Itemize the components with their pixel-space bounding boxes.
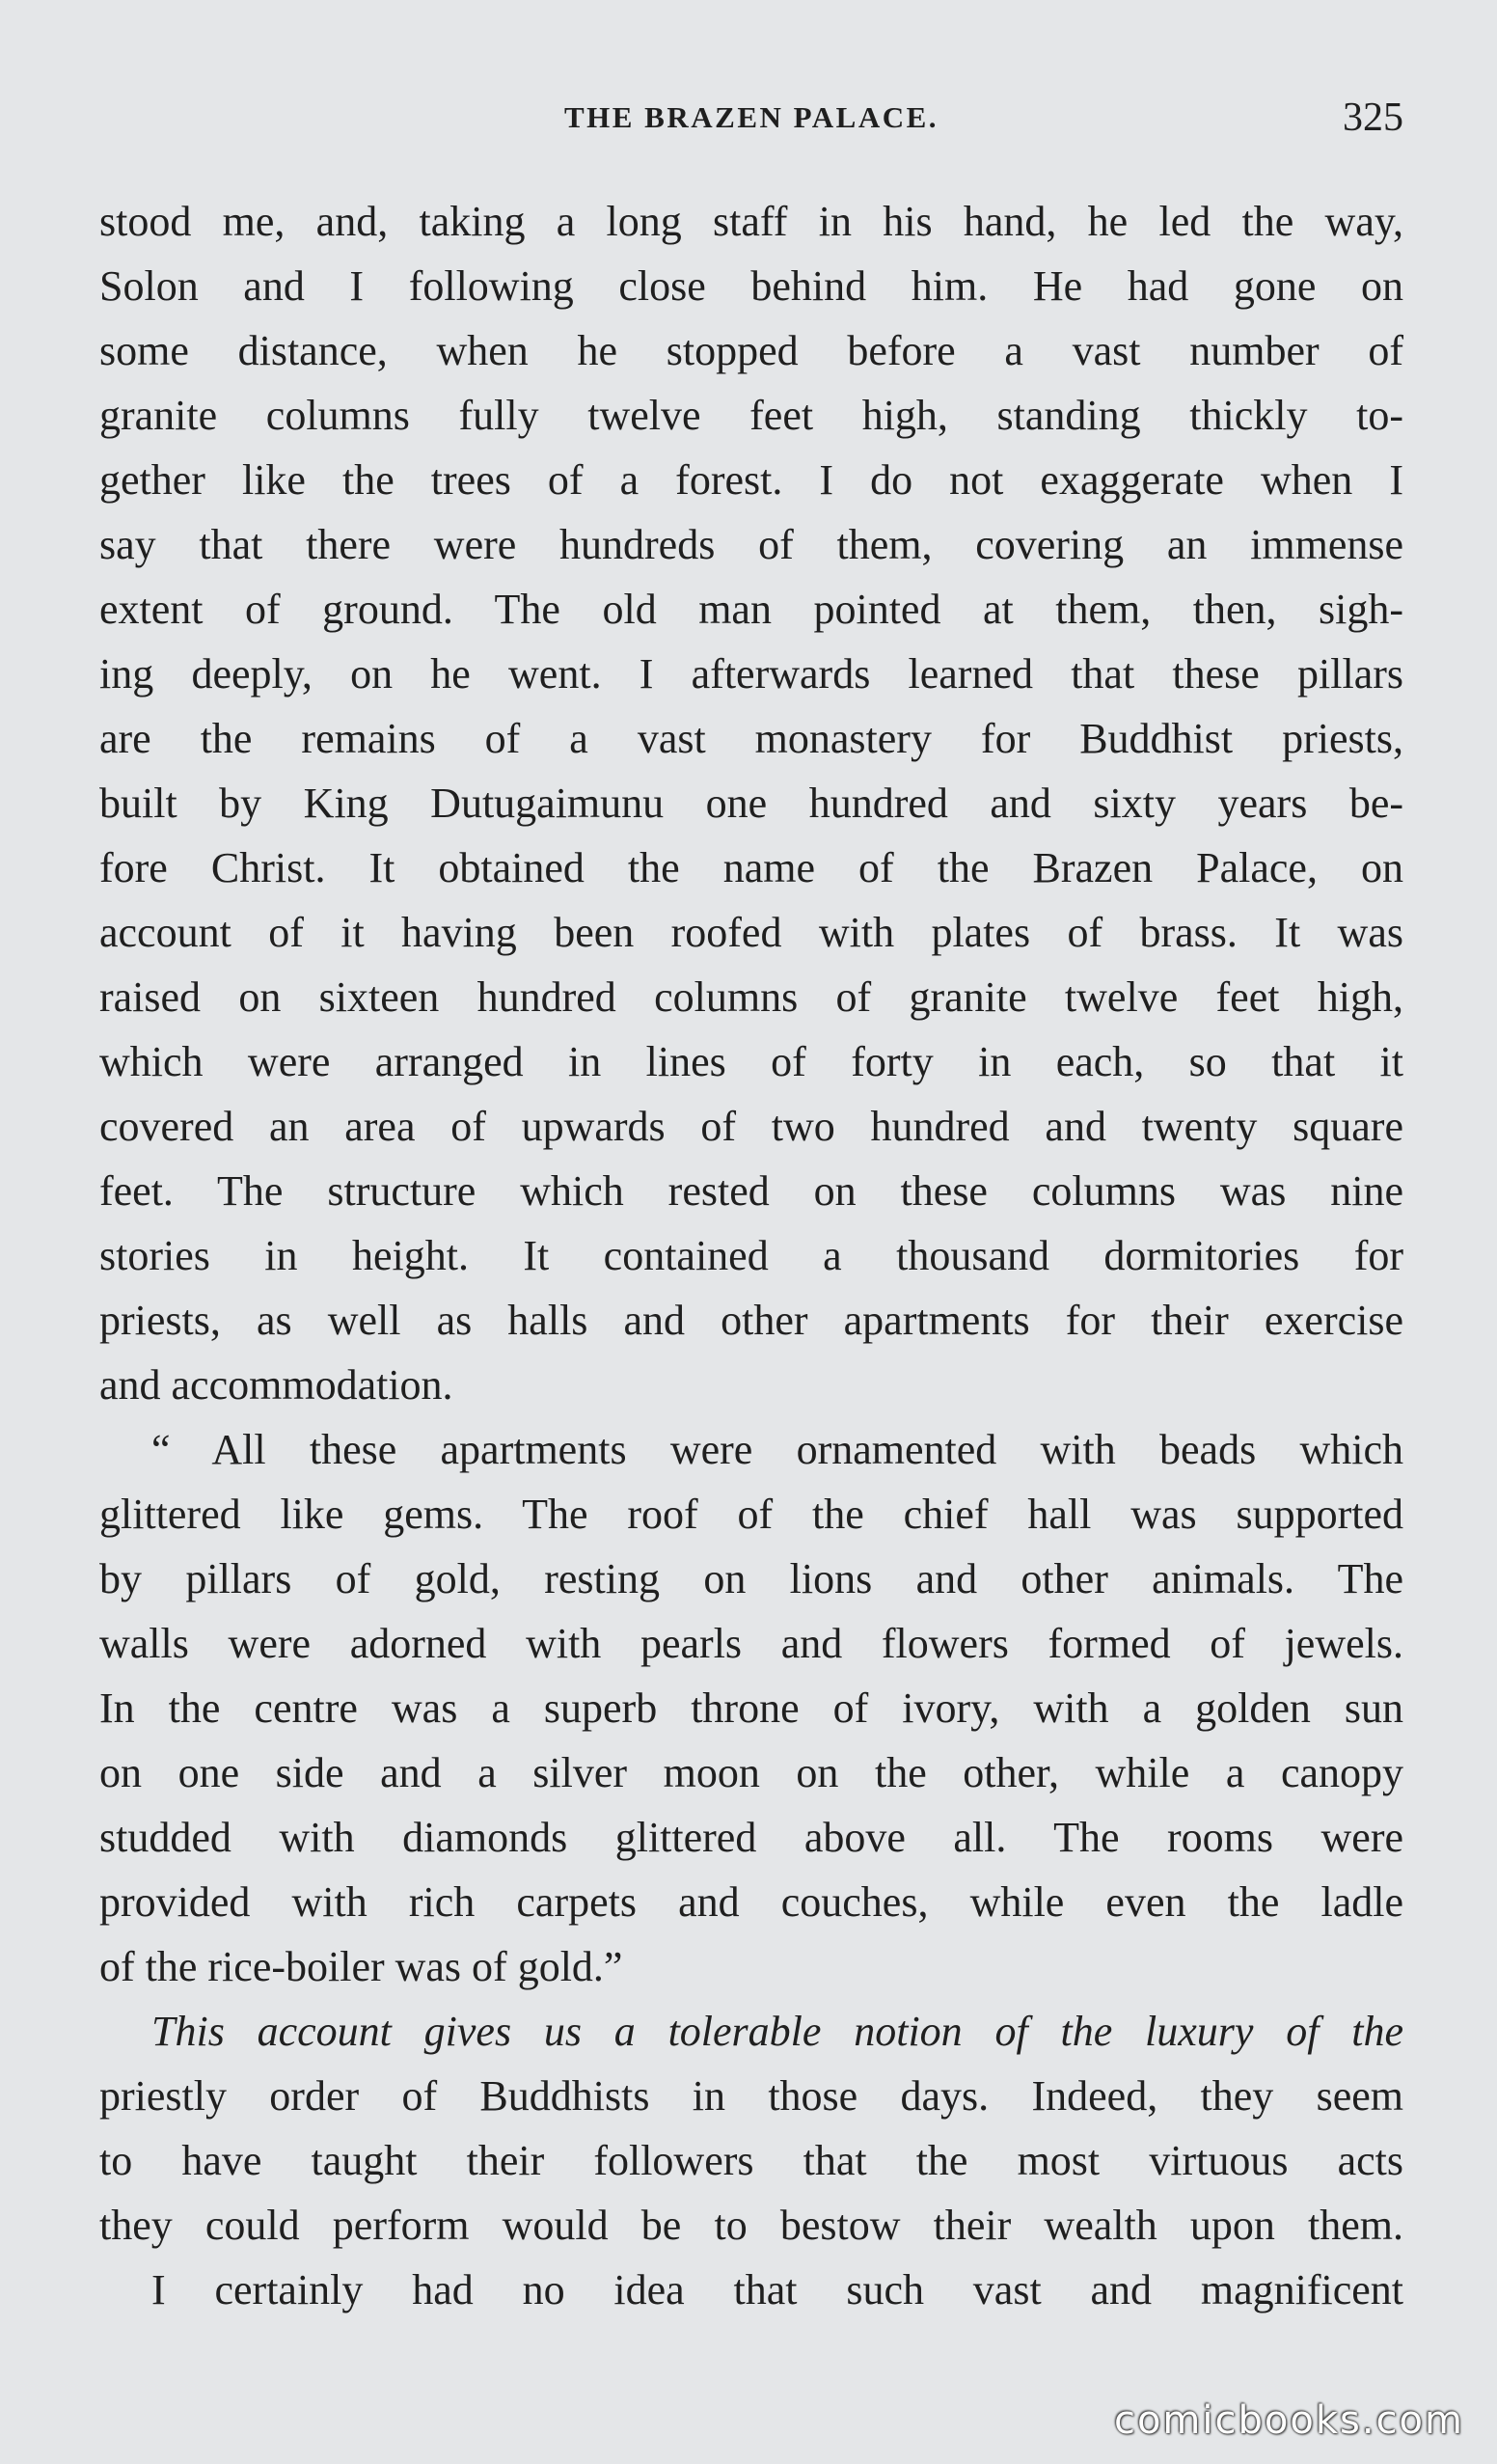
text-line: by pillars of gold, resting on lions and other animals. The [99, 1555, 1403, 1602]
body-text [99, 189, 1403, 2322]
text-line: raised on sixteen hundred columns of granite twelve feet high, [99, 973, 1403, 1021]
text-line: stories in height. It contained a thousand dormitories for [99, 1232, 1403, 1279]
text-line: say that there were hundreds of them, covering an immense [99, 521, 1403, 568]
text-line: provided with rich carpets and couches, while even the ladle [99, 1878, 1403, 1926]
text-line: In the centre was a superb throne of ivory, with a golden sun [99, 1684, 1403, 1732]
text-line: covered an area of upwards of two hundred and twenty square [99, 1103, 1403, 1150]
text-line: ing deeply, on he went. I afterwards learned that these pillars [99, 650, 1403, 698]
text-line: granite columns fully twelve feet high, standing thickly to- [99, 392, 1403, 439]
text-line: they could perform would be to bestow their wealth upon them. [99, 2202, 1403, 2249]
running-title: THE BRAZEN PALACE. [563, 100, 939, 134]
text-line: some distance, when he stopped before a vast number of [99, 327, 1403, 374]
text-line: to have taught their followers that the most virtuous acts [99, 2137, 1403, 2184]
text-line: glittered like gems. The roof of the chief hall was supported [99, 1491, 1403, 1538]
text-line: on one side and a silver moon on the other, while a canopy [99, 1749, 1403, 1796]
watermark: comicbooks.com [1113, 2398, 1464, 2443]
text-line: built by King Dutugaimunu one hundred and sixty years be- [99, 780, 1403, 827]
text-line: fore Christ. It obtained the name of the Brazen Palace, on [99, 844, 1403, 891]
text-line: priests, as well as halls and other apartments for their exercise [99, 1297, 1403, 1344]
running-head [99, 95, 1403, 147]
text-line: priestly order of Buddhists in those days. Indeed, they seem [99, 2072, 1403, 2120]
text-line: of the rice-boiler was of gold.” [99, 1943, 623, 1990]
text-line: “ All these apartments were ornamented with beads which [151, 1426, 1403, 1473]
text-line: walls were adorned with pearls and flowers formed of jewels. [99, 1620, 1403, 1667]
text-line: account of it having been roofed with plates of brass. It was [99, 909, 1403, 956]
text-line: are the remains of a vast monastery for Buddhist priests, [99, 715, 1403, 762]
text-line: gether like the trees of a forest. I do not exaggerate when I [99, 456, 1403, 504]
text-line: I certainly had no idea that such vast and magnificent [151, 2266, 1403, 2313]
text-line: This account gives us a tolerable notion of the luxury of the [151, 2008, 1403, 2055]
text-line: which were arranged in lines of forty in each, so that it [99, 1038, 1403, 1085]
text-line: and accommodation. [99, 1361, 453, 1409]
page-number: 325 [1343, 96, 1403, 140]
text-line: feet. The structure which rested on these columns was nine [99, 1167, 1403, 1215]
text-line: studded with diamonds glittered above all. The rooms were [99, 1814, 1403, 1861]
text-line: extent of ground. The old man pointed at them, then, sigh- [99, 586, 1403, 633]
text-line: Solon and I following close behind him. He had gone on [99, 262, 1403, 310]
text-line: stood me, and, taking a long staff in his hand, he led the way, [99, 198, 1403, 245]
